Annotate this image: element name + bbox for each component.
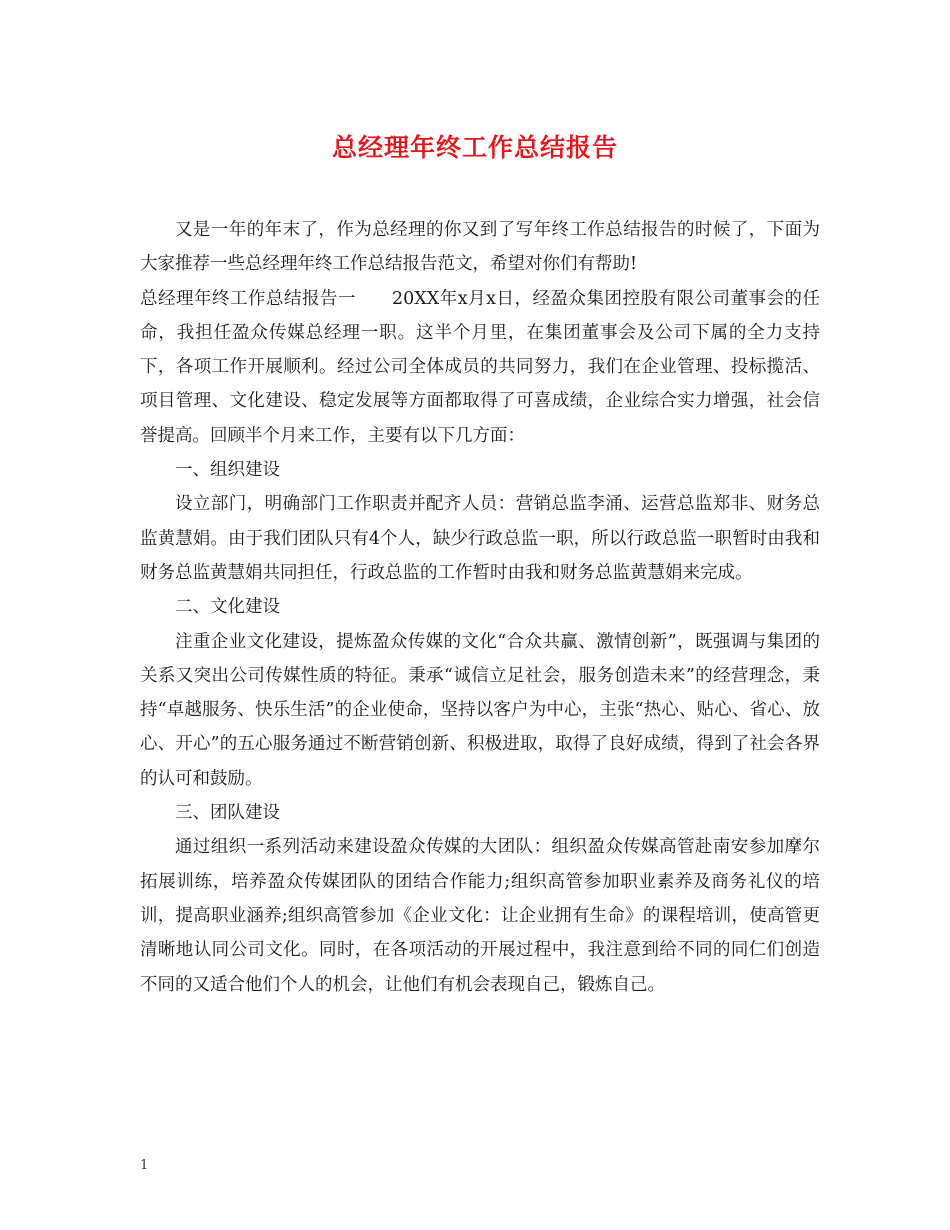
team-paragraph: 通过组织一系列活动来建设盈众传媒的大团队：组织盈众传媒高管赴南安参加摩尔拓展训练，培养盈众传媒团队的团结合作能力;组织高管参加职业素养及商务礼仪的培训，提高职业涵养;组织高管参加《企业文化：让企业拥有生命》的课程培训，使高管更清晰地认同公司文化。同时，在各项活动的开展过程中，我注意到给不同的同仁们创造不同的又适合他们个人的机会，让他们有机会表现自己，锻炼自己。 bbox=[140, 837, 820, 995]
section-heading-organization: 一、组织建设 bbox=[175, 460, 280, 481]
section-heading-culture: 二、文化建设 bbox=[175, 597, 280, 618]
report-one-paragraph: 总经理年终工作总结报告一 20XX年x月x日，经盈众集团控股有限公司董事会的任命，我担任盈众传媒总经理一职。这半个月里，在集团董事会及公司下属的全力支持下，各项工作开展顺利。经过公司全体成员的共同努力，我们在企业管理、投标揽活、项目管理、文化建设、稳定发展等方面都取得了可喜成绩，企业综合实力增强，社会信誉提高。回顾半个月来工作，主要有以下几方面： bbox=[140, 288, 820, 446]
organization-paragraph: 设立部门，明确部门工作职责并配齐人员：营销总监李涌、运营总监郑非、财务总监黄慧娟。由于我们团队只有4个人，缺少行政总监一职，所以行政总监一职暂时由我和财务总监黄慧娟共同担任，行政总监的工作暂时由我和财务总监黄慧娟来完成。 bbox=[140, 494, 820, 583]
culture-paragraph: 注重企业文化建设，提炼盈众传媒的文化“合众共赢、激情创新”，既强调与集团的关系又突出公司传媒性质的特征。秉承“诚信立足社会，服务创造未来”的经营理念，秉持“卓越服务、快乐生活”的企业使命，坚持以客户为中心，主张“热心、贴心、省心、放心、开心”的五心服务通过不断营销创新、积极进取，取得了良好成绩，得到了社会各界的认可和鼓励。 bbox=[140, 631, 820, 789]
page-number: 1 bbox=[140, 1158, 149, 1173]
document-body bbox=[140, 213, 820, 1002]
document-title: 总经理年终工作总结报告 bbox=[331, 133, 618, 162]
section-heading-team: 三、团队建设 bbox=[175, 803, 280, 824]
intro-paragraph: 又是一年的年末了，作为总经理的你又到了写年终工作总结报告的时候了，下面为大家推荐一些总经理年终工作总结报告范文，希望对你们有帮助! bbox=[140, 220, 820, 275]
